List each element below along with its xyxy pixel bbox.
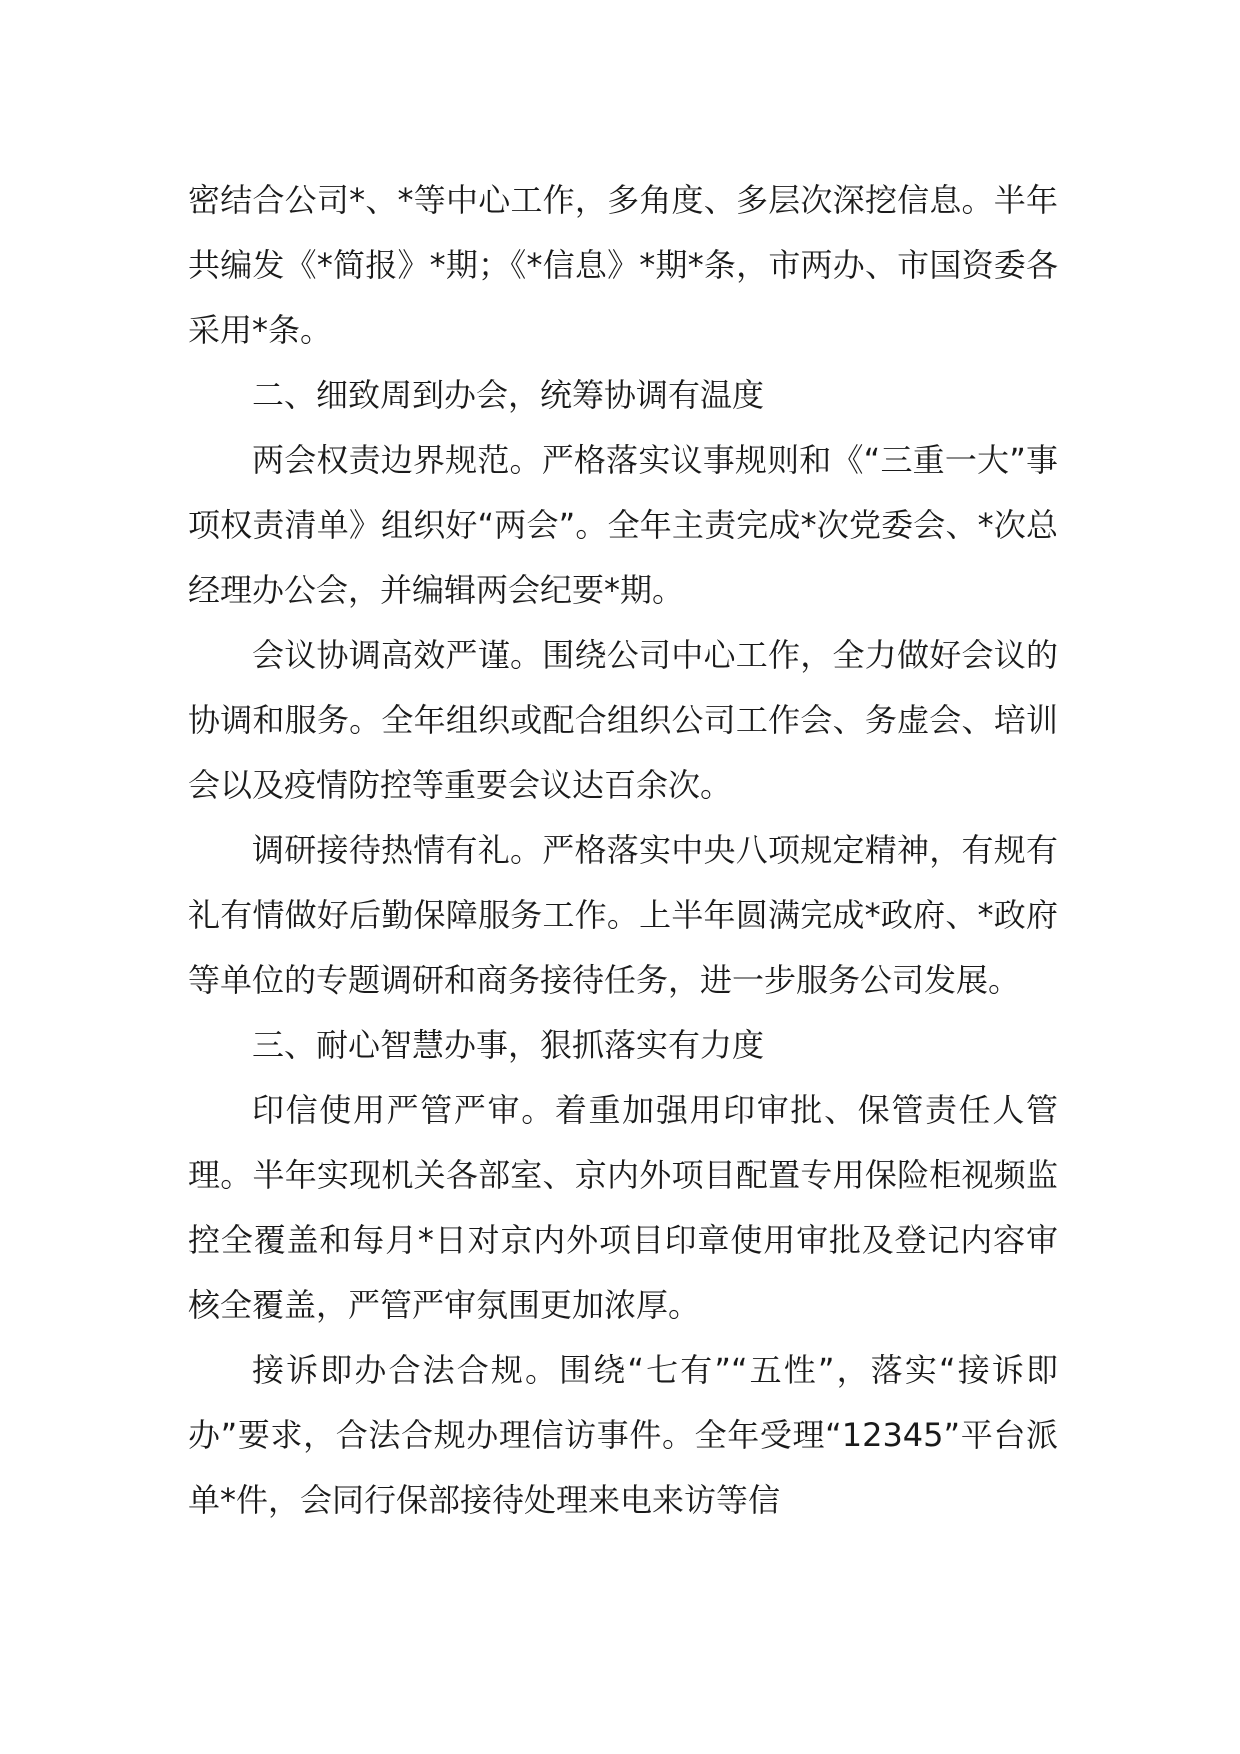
paragraph-reception: 调研接待热情有礼。严格落实中央八项规定精神，有规有礼有情做好后勤保障服务工作。上半年圆满完成*政府、*政府等单位的专题调研和商务接待任务，进一步服务公司发展。: [188, 831, 1058, 999]
section-heading-3: 三、耐心智慧办事，狠抓落实有力度: [252, 1026, 765, 1064]
paragraph-meetings-authority: 两会权责边界规范。严格落实议事规则和《“三重一大”事项权责清单》组织好“两会”。全年主责完成*次党委会、*次总经理办公会，并编辑两会纪要*期。: [188, 441, 1058, 609]
paragraph-seal-management: 印信使用严管严审。着重加强用印审批、保管责任人管理。半年实现机关各部室、京内外项目配置专用保险柜视频监控全覆盖和每月*日对京内外项目印章使用审批及登记内容审核全覆盖，严管严审氛围更加浓厚。: [188, 1091, 1058, 1324]
section-heading-2: 二、细致周到办会，统筹协调有温度: [252, 376, 765, 414]
paragraph-meeting-coordination: 会议协调高效严谨。围绕公司中心工作，全力做好会议的协调和服务。全年组织或配合组织公司工作会、务虚会、培训会以及疫情防控等重要会议达百余次。: [188, 636, 1058, 804]
paragraph-continuation: 密结合公司*、*等中心工作，多角度、多层次深挖信息。半年共编发《*简报》*期；《*信息》*期*条，市两办、市国资委各采用*条。: [188, 181, 1058, 349]
document-body: [188, 168, 1058, 1533]
paragraph-complaints: 接诉即办合法合规。围绕“七有”“五性”，落实“接诉即办”要求，合法合规办理信访事件。全年受理“12345”平台派单*件，会同行保部接待处理来电来访等信: [188, 1351, 1058, 1519]
